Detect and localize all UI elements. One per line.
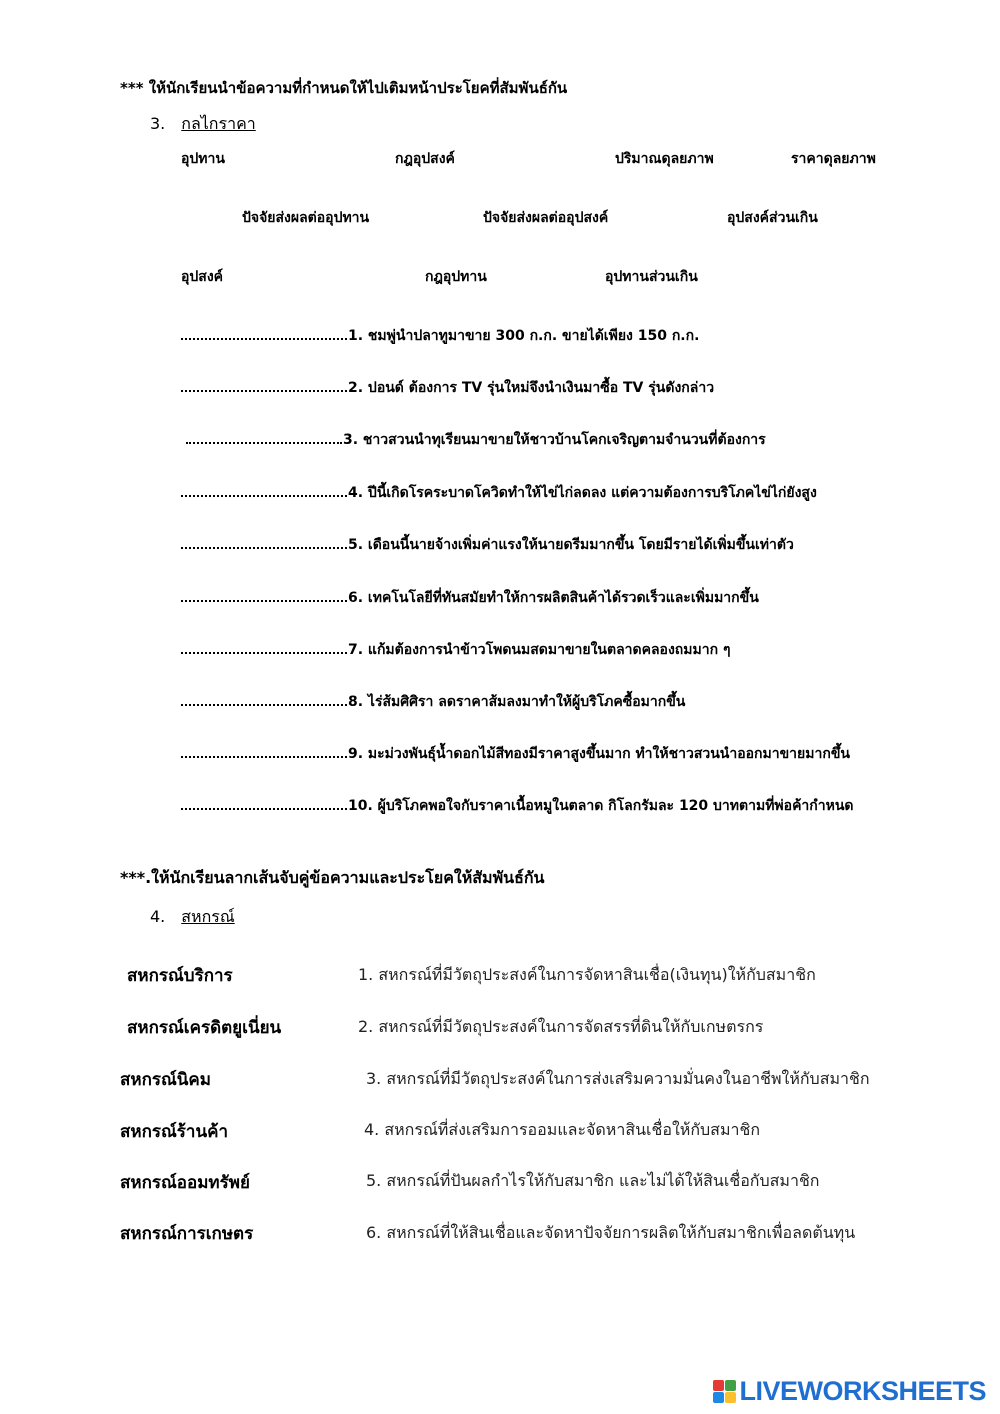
section4-number: 4.: [150, 907, 166, 926]
coop-definition-item[interactable]: 2. สหกรณ์ที่มีวัตถุประสงค์ในการจัดสรรที่ดินให้กับเกษตรกร: [358, 1017, 764, 1036]
coop-name-item[interactable]: สหกรณ์นิคม: [120, 1070, 211, 1090]
logo-cube-yellow: [725, 1392, 736, 1403]
term-option[interactable]: ปริมาณดุลยภาพ: [615, 151, 714, 167]
section3-number: 3.: [150, 114, 166, 133]
question-text: 5. เดือนนี้นายจ้างเพิ่มค่าแรงให้นายดรีมมากขึ้น โดยมีรายได้เพิ่มขึ้นเท่าตัว: [348, 537, 794, 553]
question-row: [181, 377, 714, 399]
question-text: 2. ปอนด์ ต้องการ TV รุ่นใหม่จึงนำเงินมาซื้อ TV รุ่นดังกล่าว: [348, 380, 715, 396]
question-text: 4. ปีนี้เกิดโรคระบาดโควิดทำให้ไข่ไก่ลดลง แต่ความต้องการบริโภคไข่ไก่ยังสูง: [348, 485, 817, 501]
coop-name-item[interactable]: สหกรณ์การเกษตร: [120, 1224, 254, 1244]
question-text: 7. แก้มต้องการนำข้าวโพดนมสดมาขายในตลาดคลองถมมาก ๆ: [348, 642, 731, 658]
question-text: 1. ชมพู่นำปลาทูมาขาย 300 ก.ก. ขายได้เพียง 150 ก.ก.: [348, 328, 700, 344]
logo-text: LIVEWORKSHEETS: [739, 1376, 986, 1406]
question-text: 10. ผู้บริโภคพอใจกับราคาเนื้อหมูในตลาด กิโลกรัมละ 120 บาทตามที่พ่อค้ากำหนด: [348, 798, 854, 814]
term-option[interactable]: อุปสงค์: [181, 269, 224, 285]
question-row: [181, 795, 854, 817]
question-row: [181, 325, 699, 347]
question-text: 9. มะม่วงพันธุ์น้ำดอกไม้สีทองมีราคาสูงขึ้นมาก ทำให้ชาวสวนนำออกมาขายมากขึ้น: [348, 746, 850, 762]
answer-blank[interactable]: [181, 326, 347, 340]
answer-blank[interactable]: [181, 378, 347, 392]
question-row: [181, 534, 794, 556]
answer-blank[interactable]: [181, 640, 347, 654]
section3-instruction: *** ให้นักเรียนนำข้อความที่กำหนดให้ไปเติมหน้าประโยคที่สัมพันธ์กัน: [120, 79, 568, 97]
term-option[interactable]: กฎอุปทาน: [425, 269, 487, 285]
term-option[interactable]: ราคาดุลยภาพ: [791, 151, 876, 167]
question-row: [181, 743, 850, 765]
section4-heading: [150, 905, 235, 930]
question-row: [181, 587, 759, 609]
question-text: 6. เทคโนโลยีที่ทันสมัยทำให้การผลิตสินค้าได้รวดเร็วและเพิ่มมากขึ้น: [348, 590, 759, 606]
question-row: [181, 691, 685, 713]
coop-definition-item[interactable]: 5. สหกรณ์ที่ปันผลกำไรให้กับสมาชิก และไม่ได้ให้สินเชื่อกับสมาชิก: [366, 1171, 820, 1190]
answer-blank[interactable]: [181, 483, 347, 497]
term-option[interactable]: อุปทาน: [181, 151, 225, 167]
term-option[interactable]: อุปสงค์ส่วนเกิน: [727, 210, 818, 226]
logo-cubes-icon: [713, 1380, 736, 1403]
term-option[interactable]: อุปทานส่วนเกิน: [605, 269, 698, 285]
coop-definition-item[interactable]: 4. สหกรณ์ที่ส่งเสริมการออมและจัดหาสินเชื่อให้กับสมาชิก: [364, 1120, 761, 1139]
coop-name-item[interactable]: สหกรณ์ร้านค้า: [120, 1122, 228, 1142]
section3-title: กลไกราคา: [181, 114, 256, 133]
question-row: [186, 429, 766, 451]
coop-definition-item[interactable]: 1. สหกรณ์ที่มีวัตถุประสงค์ในการจัดหาสินเชื่อ(เงินทุน)ให้กับสมาชิก: [358, 965, 816, 984]
question-text: 3. ชาวสวนนำทุเรียนมาขายให้ชาวบ้านโคกเจริญตามจำนวนที่ต้องการ: [343, 432, 766, 448]
term-option[interactable]: กฎอุปสงค์: [395, 151, 455, 167]
question-row: [181, 639, 730, 661]
answer-blank[interactable]: [181, 535, 347, 549]
section3-heading: [150, 112, 256, 137]
section4-title: สหกรณ์: [181, 907, 235, 926]
term-option[interactable]: ปัจจัยส่งผลต่ออุปทาน: [242, 210, 370, 226]
question-row: [181, 482, 817, 504]
logo-cube-blue: [713, 1392, 724, 1403]
term-option[interactable]: ปัจจัยส่งผลต่ออุปสงค์: [483, 210, 609, 226]
answer-blank[interactable]: [186, 430, 342, 444]
coop-definition-item[interactable]: 6. สหกรณ์ที่ให้สินเชื่อและจัดหาปัจจัยการผลิตให้กับสมาชิกเพื่อลดต้นทุน: [366, 1223, 856, 1242]
coop-definition-item[interactable]: 3. สหกรณ์ที่มีวัตถุประสงค์ในการส่งเสริมความมั่นคงในอาชีพให้กับสมาชิก: [366, 1069, 870, 1088]
section4-instruction: ***.ให้นักเรียนลากเส้นจับคู่ข้อความและประโยคให้สัมพันธ์กัน: [120, 868, 545, 887]
answer-blank[interactable]: [181, 744, 347, 758]
logo-cube-green: [725, 1380, 736, 1391]
coop-name-item[interactable]: สหกรณ์เครดิตยูเนี่ยน: [127, 1018, 282, 1038]
question-text: 8. ไร่ส้มศิศิรา ลดราคาส้มลงมาทำให้ผู้บริโภคซื้อมากขึ้น: [348, 694, 686, 710]
coop-name-item[interactable]: สหกรณ์บริการ: [127, 966, 233, 986]
answer-blank[interactable]: [181, 588, 347, 602]
liveworksheets-logo: [713, 1376, 986, 1407]
answer-blank[interactable]: [181, 692, 347, 706]
logo-cube-red: [713, 1380, 724, 1391]
coop-name-item[interactable]: สหกรณ์ออมทรัพย์: [120, 1173, 250, 1193]
answer-blank[interactable]: [181, 796, 347, 810]
